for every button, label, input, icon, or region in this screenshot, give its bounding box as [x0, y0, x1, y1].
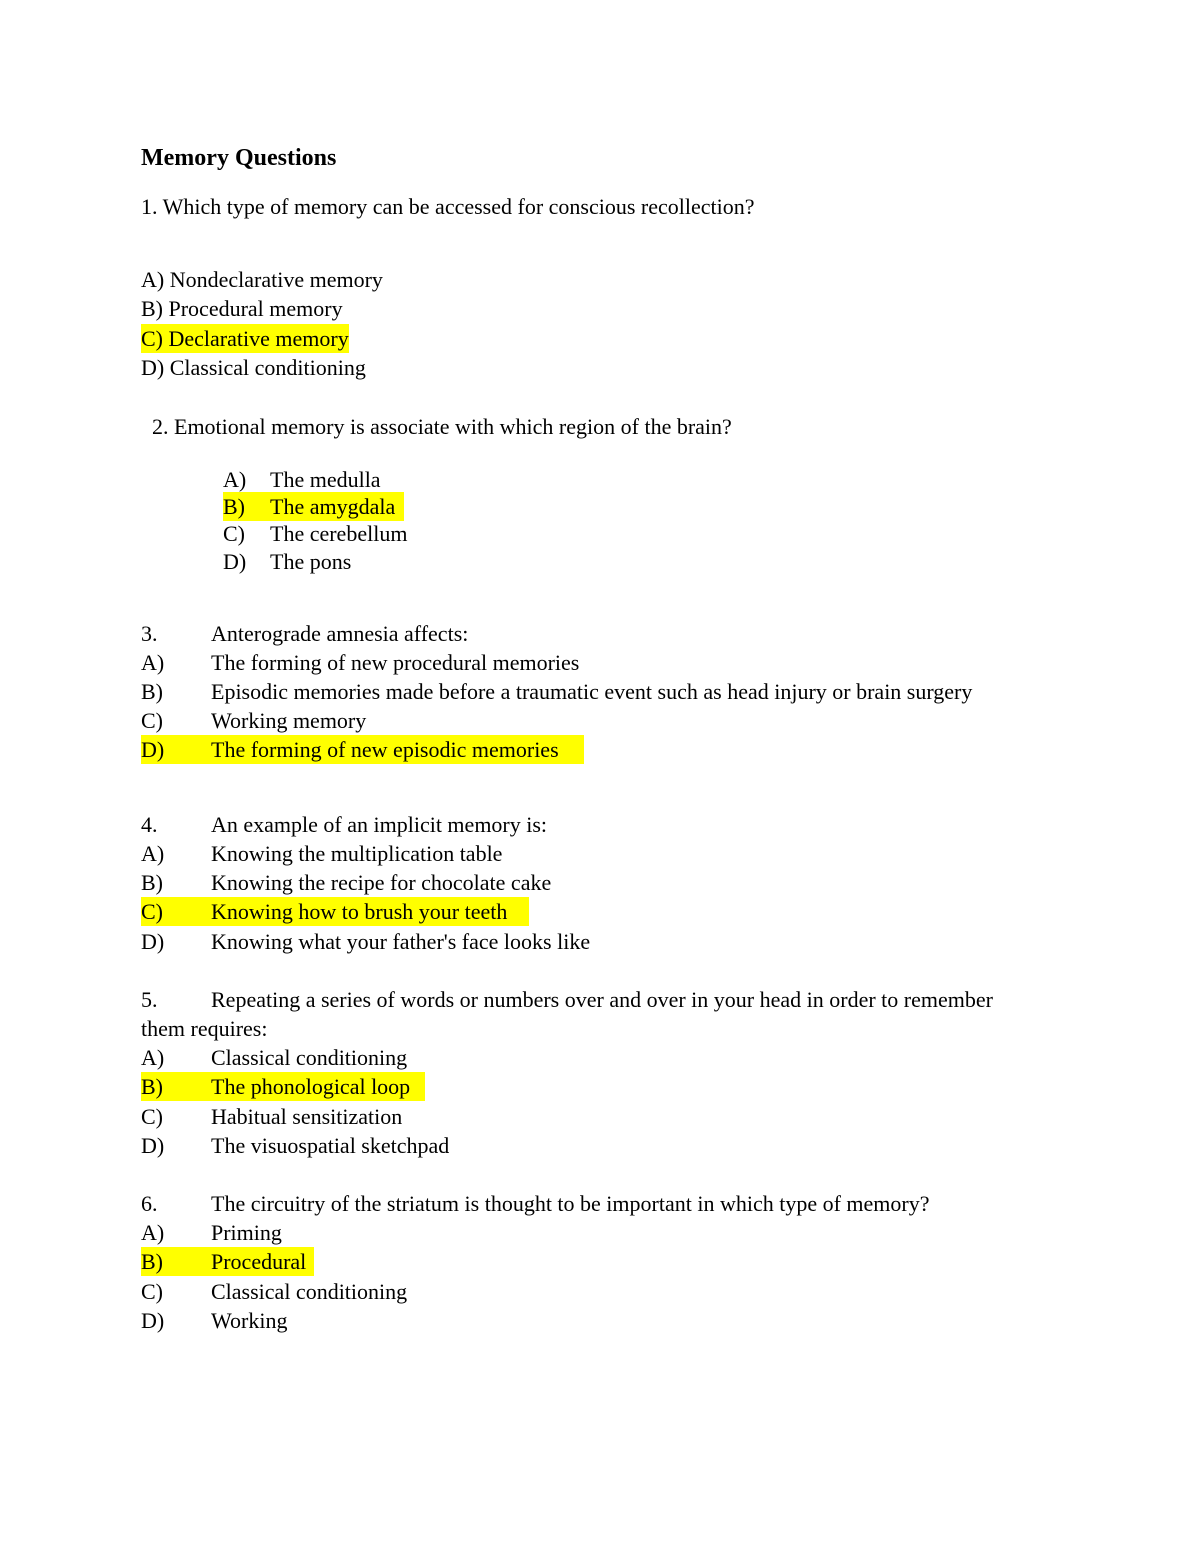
q2-label-a: A)	[223, 467, 247, 492]
q2-option-d: The pons	[270, 549, 352, 574]
q3-option-c: Working memory	[211, 708, 367, 733]
q1-option-c-answer: C) Declarative memory	[141, 326, 349, 351]
question-6-text: The circuitry of the striatum is thought to be important in which type of memory?	[211, 1191, 930, 1216]
q6-label-d: D)	[141, 1308, 165, 1333]
q5-label-c: C)	[141, 1104, 163, 1129]
q2-option-a: The medulla	[270, 467, 381, 492]
q3-option-b: Episodic memories made before a traumatic event such as head injury or brain surgery	[211, 679, 973, 704]
question-2-text: 2. Emotional memory is associate with which region of the brain?	[152, 414, 732, 439]
q2-option-b-answer: The amygdala	[270, 494, 396, 519]
q3-label-c: C)	[141, 708, 163, 733]
q6-option-a: Priming	[211, 1220, 282, 1245]
q4-option-a: Knowing the multiplication table	[211, 841, 503, 866]
q5-option-b-answer: The phonological loop	[211, 1074, 411, 1099]
q6-label-b-answer: B)	[141, 1247, 314, 1276]
q6-option-c: Classical conditioning	[211, 1279, 408, 1304]
q2-label-d: D)	[223, 549, 247, 574]
q4-label-a: A)	[141, 841, 165, 866]
q4-option-c-answer: Knowing how to brush your teeth	[211, 899, 508, 924]
q1-option-d: D) Classical conditioning	[141, 355, 366, 380]
q4-option-b: Knowing the recipe for chocolate cake	[211, 870, 552, 895]
q6-label-a: A)	[141, 1220, 165, 1245]
q2-option-c: The cerebellum	[270, 521, 408, 546]
q2-label-b-answer: B)	[223, 492, 404, 521]
q5-number: 5.	[141, 987, 158, 1012]
q4-label-c-answer: C)	[141, 897, 529, 926]
q3-option-d-answer: The forming of new episodic memories	[211, 737, 559, 762]
q6-label-c: C)	[141, 1279, 163, 1304]
q6-option-b-answer: Procedural	[211, 1249, 307, 1274]
page-title: Memory Questions	[141, 145, 337, 171]
q5-option-c: Habitual sensitization	[211, 1104, 403, 1129]
q5-option-d: The visuospatial sketchpad	[211, 1133, 450, 1158]
q5-option-a: Classical conditioning	[211, 1045, 408, 1070]
q3-option-a: The forming of new procedural memories	[211, 650, 580, 675]
question-5-text-line1: Repeating a series of words or numbers over and over in your head in order to remember	[211, 987, 993, 1012]
question-5-text-line2: them requires:	[141, 1016, 268, 1041]
question-3-text: Anterograde amnesia affects:	[211, 621, 469, 646]
q1-option-a: A) Nondeclarative memory	[141, 267, 383, 292]
q5-label-b-answer: B)	[141, 1072, 425, 1101]
q4-number: 4.	[141, 812, 158, 837]
q5-label-a: A)	[141, 1045, 165, 1070]
q4-label-d: D)	[141, 929, 165, 954]
q4-label-b: B)	[141, 870, 163, 895]
q3-number: 3.	[141, 621, 158, 646]
question-4-text: An example of an implicit memory is:	[211, 812, 548, 837]
q3-label-b: B)	[141, 679, 163, 704]
question-1-text: 1. Which type of memory can be accessed for conscious recollection?	[141, 194, 755, 219]
q4-option-d: Knowing what your father's face looks like	[211, 929, 591, 954]
q6-option-d: Working	[211, 1308, 288, 1333]
q1-option-b: B) Procedural memory	[141, 296, 343, 321]
q3-label-d-answer: D)	[141, 735, 584, 764]
q6-number: 6.	[141, 1191, 158, 1216]
q2-label-c: C)	[223, 521, 245, 546]
q5-label-d: D)	[141, 1133, 165, 1158]
q3-label-a: A)	[141, 650, 165, 675]
